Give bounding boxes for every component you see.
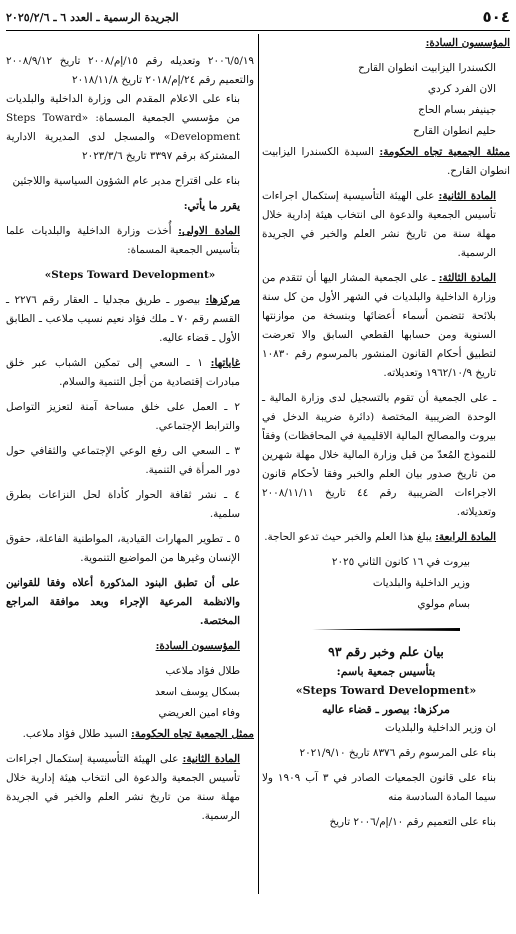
basis-clause: بناء على الاعلام المقدم الى وزارة الداخلية والبلديات من مؤسسي الجمعية المسماة: «Steps Toward Development» والمسجل لدى المديرية الادارية المشتركة برقم ٣٣٩٧ تاريخ ٢٠٢٣/٣/٦ (6, 93, 240, 162)
article-2 (6, 750, 254, 826)
association-name: «Steps Toward Development» (295, 684, 477, 697)
decides-heading: يقرر ما يأتي: (183, 200, 240, 212)
section-divider (262, 622, 510, 636)
founder-name: الكسندرا اليزابيت انطوان القارح (358, 62, 496, 74)
founders-heading: المؤسسون السادة: (155, 640, 240, 652)
goal-item: ٤ ـ نشر ثقافة الحوار كأداة لحل النزاعات بطرق سلمية. (6, 489, 240, 520)
hq-text: بيصور ـ طريق مجدليا ـ العقار رقم ٢٢٧٦ ـ القسم رقم ٧٠ ـ ملك فؤاد نعيم نسيب ملاعب ـ الطابق الأول ـ قضاء عاليه. (6, 294, 241, 344)
goal-item: ٣ ـ السعي الى رفع الوعي الإجتماعي والثقافي حول دور المرأة في التنمية. (6, 445, 240, 476)
rep-label: ممثلة الجمعية تجاه الحكومة: (379, 146, 510, 158)
association-hq (6, 291, 254, 348)
page-header (6, 6, 510, 31)
basis-clause: بناء على التعميم رقم ١٠/إم/٢٠٠٦ تاريخ (329, 816, 496, 828)
article-text: أُخذت وزارة الداخلية والبلديات علما بتأسيس الجمعية المسماة: (6, 225, 240, 256)
article-text: على الهيئة التأسيسية إستكمال اجراءات تأسيس الجمعية والدعوة الى انتخاب هيئة إدارية خلال مهلة سنة من تاريخ نشر العلم والخبر في الجريدة الرسمية. (6, 753, 240, 822)
government-representative (262, 143, 510, 181)
founder-name: بسكال يوسف اسعد (154, 686, 240, 698)
goals-label: غاياتها: (210, 357, 240, 369)
rep-label: ممثل الجمعية تجاه الحكومة: (131, 728, 254, 740)
article-1 (6, 222, 254, 260)
founder-name: طلال فؤاد ملاعب (165, 665, 240, 677)
article-label: المادة الرابعة: (435, 531, 496, 543)
founder-name: حليم انطوان القارح (413, 125, 496, 137)
signature-date: بيروت في ١٦ كانون الثاني ٢٠٢٥ (331, 556, 470, 568)
rep-text: السيد طلال فؤاد ملاعب. (22, 728, 132, 740)
founder-name: الان الفرد كردي (427, 83, 496, 95)
page-number: ٥٠٤ (482, 8, 510, 26)
right-column (262, 34, 510, 838)
founders-heading: المؤسسون السادة: (425, 37, 510, 49)
article-2 (262, 187, 510, 263)
basis-clause: بناء على قانون الجمعيات الصادر في ٣ آب ١٩٠٩ ولا سيما المادة السادسة منه (262, 772, 497, 803)
association-name: «Steps Toward Development» (44, 269, 216, 281)
basis-clause: بناء على اقتراح مدير عام الشؤون السياسية واللاجئين (12, 175, 240, 187)
basis-clause: بناء على المرسوم رقم ٨٣٧٦ تاريخ ٢٠٢١/٩/١٠ (299, 747, 496, 759)
notice-subtitle: بتأسيس جمعية باسم: (336, 665, 436, 678)
article-text: يبلغ هذا العلم والخبر حيث تدعو الحاجة. (264, 531, 436, 543)
article-label: المادة الثانية: (438, 190, 497, 202)
goal-text: ١ ـ السعي إلى تمكين الشباب عبر خلق مبادرات إقتصادية من أجل التنمية والسلام. (6, 357, 240, 388)
article-text: ـ على الجمعية المشار اليها أن تتقدم من وزارة الداخلية والبلديات في الشهر الأول من كل سنة بلائحة تتضمن أسماء أعضائها وبنسخة من موازنتها السنوية ومن حسابها القطعي السابق والا تعرضت لتطبيق أحكام القانون المنشور بالمرسوم رقم ١٠٨٣٠ تاريخ ١٩٦٢/١٠/٩ وتعديلاته. (262, 272, 496, 379)
hq-label: مركزها: (205, 294, 240, 306)
article-label: المادة الثانية: (182, 753, 241, 765)
signature-minister: وزير الداخلية والبلديات (372, 577, 470, 589)
minister-intro: ان وزير الداخلية والبلديات (385, 722, 496, 734)
founders-list (6, 662, 254, 723)
article-label: المادة الثالثة: (438, 272, 496, 284)
left-column (6, 52, 254, 832)
notice-title: بيان علم وخبر رقم ٩٣ (328, 644, 444, 659)
founder-name: وفاء امين العريضي (158, 707, 240, 719)
gazette-title: الجريدة الرسمية ـ العدد ٦ ـ ٢٠٢٥/٢/٦ (6, 10, 179, 24)
founders-list (262, 59, 510, 141)
article-label: المادة الاولى: (178, 225, 240, 237)
compliance-clause: على أن تطبق البنود المذكورة أعلاه وفقا للقوانين والانظمة المرعية الإجراء وبعد موافقة المراجع المختصة. (6, 577, 240, 627)
article-3 (262, 269, 510, 383)
signature-name: بسام مولوي (417, 598, 470, 610)
founder-name: جينيفر بسام الحاج (418, 104, 496, 116)
article-4 (262, 528, 510, 547)
column-divider (258, 34, 259, 894)
rep-text: السيدة الكسندرا اليزابيت انطوان القارح. (262, 146, 510, 177)
article-text: على الهيئة التأسيسية إستكمال اجراءات تأسيس الجمعية والدعوة الى انتخاب هيئة إدارية خلال مهلة سنة من تاريخ نشر العلم والخبر في الجريدة الرسمية. (262, 190, 496, 259)
basis-continuation: ٢٠٠٦/٥/١٩ وتعديله رقم ١٥/إم/٢٠٠٨ تاريخ ٢٠٠٨/٩/١٢ والتعميم رقم ٢٤/إم/٢٠١٨ تاريخ ٢٠١٨/١١/٨ (6, 55, 254, 86)
association-hq: مركزها: بيصور ـ قضاء عاليه (322, 703, 450, 716)
goal-item: ٥ ـ تطوير المهارات القيادية، المواطنية الفاعلة، حقوق الإنسان وغيرها من المواضيع التنموية. (6, 533, 240, 564)
article-3-clause-2: ـ على الجمعية أن تقوم بالتسجيل لدى وزارة المالية ـ الوحدة الضريبية المختصة (دائرة ضريبة الدخل في بيروت والمصالح المالية الاقليمية في المحافظات) وفقاً للنموذج المُعدّ من قبل وزارة المالية خلال مهلة شهرين من تاريخ صدور بيان العلم والخبر وفقا لأحكام قانون الاجراءات الضريبية رقم ٤٤ تاريخ ٢٠٠٨/١١/١١ وتعديلاته. (262, 392, 497, 518)
goal-item: ٢ ـ العمل على خلق مساحة آمنة لتعزيز التواصل والترابط الإجتماعي. (6, 401, 240, 432)
government-representative (6, 725, 254, 744)
goal-item (6, 354, 254, 392)
